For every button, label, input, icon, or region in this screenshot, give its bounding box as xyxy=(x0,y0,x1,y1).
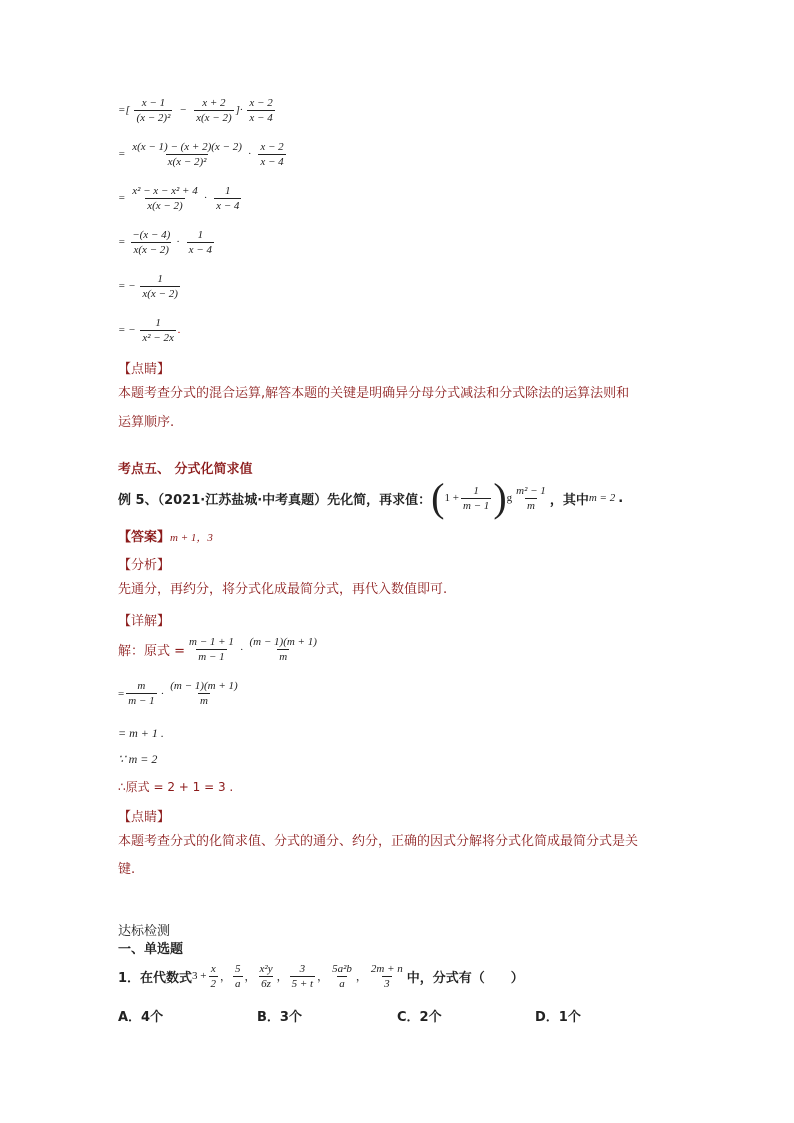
fraction xyxy=(461,485,491,512)
detail-step-a xyxy=(118,636,321,663)
fraction xyxy=(126,680,156,707)
numerator: 2m + n xyxy=(370,962,403,975)
option-a[interactable]: A．4个 xyxy=(118,1010,164,1025)
numerator: x + 2 xyxy=(202,97,226,109)
question-prefix: 1．在代数式 xyxy=(118,970,193,986)
option-b[interactable]: B．3个 xyxy=(257,1010,302,1025)
denominator: x − 4 xyxy=(260,156,284,168)
denominator: x(x − 2) xyxy=(147,200,183,212)
period: . xyxy=(618,490,624,506)
numerator: 1 xyxy=(197,229,204,241)
period: . xyxy=(177,324,181,337)
expression-term: 3 + xyxy=(192,970,207,982)
separator: ， xyxy=(317,971,329,983)
numerator: 3 xyxy=(299,962,306,975)
answer-value: m + 1，3 xyxy=(170,532,213,544)
left-paren: ( xyxy=(431,475,445,520)
denominator: x(x − 2)² xyxy=(167,156,207,168)
numerator: (m − 1)(m + 1) xyxy=(249,636,317,648)
denominator: x − 4 xyxy=(216,200,240,212)
denominator: (x − 2)² xyxy=(136,112,171,124)
equals-minus: = − xyxy=(118,280,136,293)
denominator: 5 + t xyxy=(291,977,314,990)
detail-step-b xyxy=(118,680,242,707)
right-paren: ) xyxy=(493,475,507,520)
denominator: 3 xyxy=(384,977,390,990)
equals-minus: = − xyxy=(118,324,136,337)
numerator: 1 xyxy=(157,273,163,285)
step-6 xyxy=(118,317,181,344)
fraction xyxy=(258,141,285,168)
denominator: m xyxy=(527,499,535,512)
numerator: x² − x − x² + 4 xyxy=(132,185,198,197)
example-prefix: 例 5、（2021·江苏盐城·中考真题）先化简，再求值： xyxy=(118,492,432,508)
separator: ， xyxy=(276,971,288,983)
dot-operator: · xyxy=(160,687,165,700)
fraction xyxy=(130,229,172,256)
dot-operator: · xyxy=(176,236,180,249)
denominator: a xyxy=(235,977,241,990)
denominator: m − 1 xyxy=(198,651,225,663)
example-suffix: ，其中 xyxy=(549,492,589,508)
numerator: x − 2 xyxy=(249,97,273,109)
numerator: x − 2 xyxy=(260,141,284,153)
detail-step-c: = m + 1 . xyxy=(118,726,164,740)
equals-sign: = xyxy=(118,192,126,205)
fraction xyxy=(134,97,172,124)
fraction xyxy=(187,636,236,663)
operator-g: g xyxy=(506,492,513,504)
detail-step-e: ∴原式 = 2 + 1 = 3 . xyxy=(118,780,234,794)
denominator: x(x − 2) xyxy=(142,288,178,300)
fraction xyxy=(214,185,241,212)
denominator: a xyxy=(339,977,345,990)
equals-sign: = xyxy=(118,104,126,117)
numerator: x²y xyxy=(259,962,273,975)
review-label: 【点睛】 xyxy=(118,810,171,825)
step-4 xyxy=(118,229,216,256)
separator: ， xyxy=(355,971,367,983)
numerator: m xyxy=(137,680,146,692)
denominator: m − 1 xyxy=(128,695,155,707)
example-5 xyxy=(118,475,624,520)
minus-sign: − xyxy=(180,104,187,117)
question-suffix: 中，分式有（ ） xyxy=(406,970,524,986)
test-title: 达标检测 xyxy=(118,924,171,939)
example-condition: m = 2 xyxy=(588,492,616,504)
step-1 xyxy=(118,97,277,124)
denominator: x(x − 2) xyxy=(133,244,169,256)
denominator: x − 4 xyxy=(188,244,212,256)
detail-label: 【详解】 xyxy=(118,614,171,629)
option-c[interactable]: C．2个 xyxy=(397,1010,442,1025)
review-text-line-1: 本题考查分式的混合运算,解答本题的关键是明确异分母分式减法和分式除法的运算法则和 xyxy=(118,386,630,401)
fraction xyxy=(258,963,275,990)
option-d[interactable]: D．1个 xyxy=(535,1010,581,1025)
solution-prefix: 解：原式 = xyxy=(118,644,186,659)
numerator: x(x − 1) − (x + 2)(x − 2) xyxy=(132,141,242,153)
numerator: 1 xyxy=(473,484,479,497)
fraction xyxy=(290,963,315,990)
fraction xyxy=(514,485,548,512)
equals-sign: = xyxy=(118,148,126,161)
review-label: 【点睛】 xyxy=(118,362,171,377)
fraction xyxy=(194,97,234,124)
fraction xyxy=(140,273,180,300)
numerator: 1 xyxy=(225,185,231,197)
numerator: x xyxy=(210,962,216,975)
question-1 xyxy=(118,958,524,994)
denominator: x² − 2x xyxy=(142,332,174,344)
fraction xyxy=(130,141,244,168)
numerator: 5a²b xyxy=(332,962,352,975)
step-3 xyxy=(118,185,243,212)
numerator: 1 xyxy=(155,317,161,329)
dot-operator: · xyxy=(239,643,244,656)
separator: ， xyxy=(220,971,232,983)
fraction xyxy=(247,97,274,124)
denominator: m − 1 xyxy=(462,499,490,512)
denominator: 6z xyxy=(261,977,271,990)
equals-sign: = xyxy=(118,236,126,249)
denominator: x − 4 xyxy=(249,112,273,124)
fraction xyxy=(369,963,405,990)
denominator: 2 xyxy=(210,977,217,990)
fraction xyxy=(187,229,214,256)
expression-term: 1 + xyxy=(444,492,459,504)
analysis-text: 先通分，再约分，将分式化成最简分式，再代入数值即可. xyxy=(118,582,448,597)
numerator: m − 1 + 1 xyxy=(189,636,234,648)
fraction xyxy=(330,963,354,990)
fraction xyxy=(233,963,243,990)
review-text-line-2: 运算顺序. xyxy=(118,415,175,430)
detail-step-d: ∵ m = 2 xyxy=(118,752,158,766)
fraction xyxy=(130,185,200,212)
dot-operator: · xyxy=(203,192,208,205)
dot-operator: · xyxy=(247,148,252,161)
equals-sign: = xyxy=(118,687,125,700)
fraction xyxy=(140,317,176,344)
section-title: 考点五、 分式化简求值 xyxy=(118,462,253,477)
separator: ， xyxy=(244,971,256,983)
answer-line xyxy=(118,526,213,545)
step-2 xyxy=(118,141,288,168)
numerator: m² − 1 xyxy=(516,484,546,497)
analysis-label: 【分析】 xyxy=(118,558,171,573)
answer-label: 【答案】 xyxy=(118,530,171,545)
step-5 xyxy=(118,273,182,300)
denominator: x(x − 2) xyxy=(196,112,232,124)
left-bracket: [ xyxy=(125,104,130,117)
fraction xyxy=(168,680,239,707)
fraction xyxy=(209,963,219,990)
numerator: 5 xyxy=(235,962,241,975)
right-bracket: ]· xyxy=(235,104,243,117)
fraction xyxy=(248,636,319,663)
numerator: (m − 1)(m + 1) xyxy=(170,680,238,692)
review-text-line-2: 键. xyxy=(118,862,136,877)
denominator: m xyxy=(279,651,288,663)
test-part: 一、单选题 xyxy=(118,942,184,957)
numerator: x − 1 xyxy=(141,97,166,109)
numerator: −(x − 4) xyxy=(132,229,171,241)
denominator: m xyxy=(199,695,208,707)
review-text-line-1: 本题考查分式的化简求值、分式的通分、约分，正确的因式分解将分式化简成最简分式是关 xyxy=(118,834,639,849)
